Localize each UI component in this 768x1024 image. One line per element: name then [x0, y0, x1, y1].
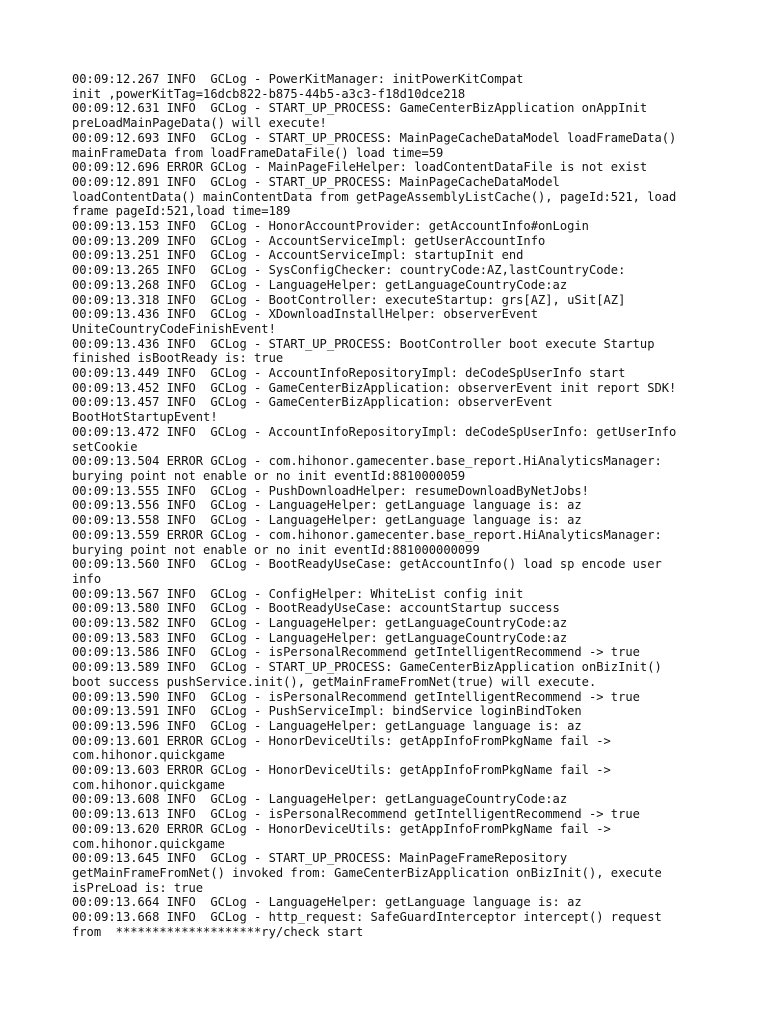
- log-line: finished isBootReady is: true: [72, 351, 284, 366]
- log-line: 00:09:13.472 INFO GCLog - AccountInfoRepositoryImpl: deCodeSpUserInfo: getUserInfo: [72, 424, 677, 439]
- log-line: 00:09:13.591 INFO GCLog - PushServiceImpl: bindService loginBindToken: [72, 704, 582, 719]
- log-line: 00:09:12.693 INFO GCLog - START_UP_PROCESS: MainPageCacheDataModel loadFrameData(): [72, 130, 677, 145]
- log-line: 00:09:12.631 INFO GCLog - START_UP_PROCESS: GameCenterBizApplication onAppInit: [72, 101, 648, 116]
- log-line: info: [72, 571, 102, 586]
- log-line: 00:09:13.586 INFO GCLog - isPersonalRecommend getIntelligentRecommend -> true: [72, 645, 640, 660]
- log-line: 00:09:13.589 INFO GCLog - START_UP_PROCESS: GameCenterBizApplication onBizInit(): [72, 660, 662, 675]
- log-line: 00:09:12.696 ERROR GCLog - MainPageFileHelper: loadContentDataFile is not exist: [72, 160, 648, 175]
- log-line: setCookie: [72, 439, 138, 454]
- log-line: 00:09:13.620 ERROR GCLog - HonorDeviceUtils: getAppInfoFromPkgName fail ->: [72, 821, 611, 836]
- log-line: 00:09:13.582 INFO GCLog - LanguageHelper: getLanguageCountryCode:az: [72, 616, 568, 631]
- log-line: init ,powerKitTag=16dcb822-b875-44b5-a3c3-f18d10dce218: [72, 86, 466, 101]
- log-line: com.hihonor.quickgame: [72, 748, 225, 763]
- log-line: 00:09:13.601 ERROR GCLog - HonorDeviceUtils: getAppInfoFromPkgName fail ->: [72, 733, 611, 748]
- log-line: 00:09:13.556 INFO GCLog - LanguageHelper: getLanguage language is: az: [72, 498, 582, 513]
- log-line: UniteCountryCodeFinishEvent!: [72, 321, 276, 336]
- log-line: 00:09:13.452 INFO GCLog - GameCenterBizApplication: observerEvent init report SDK!: [72, 380, 677, 395]
- log-document: [72, 72, 702, 939]
- log-line: 00:09:13.590 INFO GCLog - isPersonalRecommend getIntelligentRecommend -> true: [72, 689, 640, 704]
- log-line: 00:09:13.567 INFO GCLog - ConfigHelper: WhiteList config init: [72, 586, 524, 601]
- log-line: com.hihonor.quickgame: [72, 777, 225, 792]
- log-line: 00:09:13.318 INFO GCLog - BootController: executeStartup: grs[AZ], uSit[AZ]: [72, 292, 626, 307]
- log-line: 00:09:12.891 INFO GCLog - START_UP_PROCESS: MainPageCacheDataModel: [72, 174, 560, 189]
- log-line: 00:09:13.558 INFO GCLog - LanguageHelper: getLanguage language is: az: [72, 513, 582, 528]
- log-line: 00:09:13.668 INFO GCLog - http_request: SafeGuardInterceptor intercept() request: [72, 910, 662, 925]
- log-line: 00:09:13.596 INFO GCLog - LanguageHelper: getLanguage language is: az: [72, 718, 582, 733]
- log-line: 00:09:13.504 ERROR GCLog - com.hihonor.gamecenter.base_report.HiAnalyticsManager:: [72, 454, 662, 469]
- log-line: 00:09:13.555 INFO GCLog - PushDownloadHelper: resumeDownloadByNetJobs!: [72, 483, 589, 498]
- log-line: mainFrameData from loadFrameDataFile() load time=59: [72, 145, 444, 160]
- log-line: 00:09:13.436 INFO GCLog - START_UP_PROCESS: BootController boot execute Startup: [72, 336, 655, 351]
- log-line: preLoadMainPageData() will execute!: [72, 116, 327, 131]
- log-line: burying point not enable or no init eventId:881000000099: [72, 542, 480, 557]
- log-body: [72, 72, 702, 939]
- log-line: 00:09:13.560 INFO GCLog - BootReadyUseCase: getAccountInfo() load sp encode user: [72, 557, 662, 572]
- log-line: 00:09:13.251 INFO GCLog - AccountServiceImpl: startupInit end: [72, 248, 524, 263]
- log-line: 00:09:13.583 INFO GCLog - LanguageHelper: getLanguageCountryCode:az: [72, 630, 568, 645]
- log-line: 00:09:12.267 INFO GCLog - PowerKitManager: initPowerKitCompat: [72, 72, 524, 86]
- log-line: 00:09:13.613 INFO GCLog - isPersonalRecommend getIntelligentRecommend -> true: [72, 807, 640, 822]
- log-line: loadContentData() mainContentData from getPageAssemblyListCache(), pageId:521, load: [72, 189, 677, 204]
- log-line: 00:09:13.268 INFO GCLog - LanguageHelper: getLanguageCountryCode:az: [72, 277, 568, 292]
- log-line: boot success pushService.init(), getMainFrameFromNet(true) will execute.: [72, 674, 597, 689]
- log-line: 00:09:13.645 INFO GCLog - START_UP_PROCESS: MainPageFrameRepository: [72, 851, 568, 866]
- log-line: 00:09:13.265 INFO GCLog - SysConfigChecker: countryCode:AZ,lastCountryCode:: [72, 263, 626, 278]
- log-line: burying point not enable or no init eventId:8810000059: [72, 468, 466, 483]
- log-line: 00:09:13.457 INFO GCLog - GameCenterBizApplication: observerEvent: [72, 395, 553, 410]
- log-line: 00:09:13.608 INFO GCLog - LanguageHelper: getLanguageCountryCode:az: [72, 792, 568, 807]
- log-line: 00:09:13.664 INFO GCLog - LanguageHelper: getLanguage language is: az: [72, 895, 582, 910]
- log-line: isPreLoad is: true: [72, 880, 204, 895]
- log-line: 00:09:13.580 INFO GCLog - BootReadyUseCase: accountStartup success: [72, 601, 560, 616]
- log-line: frame pageId:521,load time=189: [72, 204, 291, 219]
- log-line: 00:09:13.559 ERROR GCLog - com.hihonor.gamecenter.base_report.HiAnalyticsManager:: [72, 527, 662, 542]
- log-line: 00:09:13.603 ERROR GCLog - HonorDeviceUtils: getAppInfoFromPkgName fail ->: [72, 763, 611, 778]
- log-line: 00:09:13.209 INFO GCLog - AccountServiceImpl: getUserAccountInfo: [72, 233, 546, 248]
- log-line: com.hihonor.quickgame: [72, 836, 225, 851]
- log-line: from ********************ry/check start: [72, 924, 364, 939]
- log-line: 00:09:13.153 INFO GCLog - HonorAccountProvider: getAccountInfo#onLogin: [72, 219, 589, 234]
- log-line: getMainFrameFromNet() invoked from: GameCenterBizApplication onBizInit(), execute: [72, 865, 662, 880]
- log-line: BootHotStartupEvent!: [72, 410, 218, 425]
- log-line: 00:09:13.449 INFO GCLog - AccountInfoRepositoryImpl: deCodeSpUserInfo start: [72, 366, 626, 381]
- log-line: 00:09:13.436 INFO GCLog - XDownloadInstallHelper: observerEvent: [72, 307, 538, 322]
